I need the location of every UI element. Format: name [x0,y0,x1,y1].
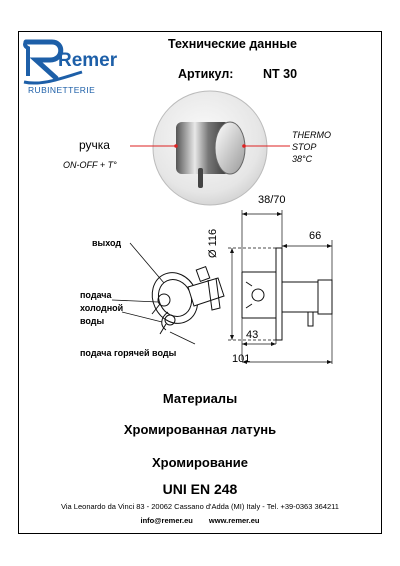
article-value: NT 30 [263,67,298,81]
contacts [0,516,400,525]
dimension-43: 43 [246,329,259,341]
company-address: Via Leonardo da Vinci 83 - 20062 Cassano d'Adda (MI) Italy - Tel. +39-0363 364211 [61,502,339,511]
standard: UNI EN 248 [162,481,238,497]
dimension-101: 101 [232,353,251,365]
outlet-label: выход [92,238,122,248]
cold-water-line: холодной [80,303,124,313]
body-material: Хромированная латунь [123,422,277,437]
cold-water-line: подача [80,290,112,300]
dimension-66: 66 [309,230,322,242]
thermo-line: THERMO [292,130,331,140]
handle-label: ручка [79,138,110,152]
cold-water-line: воды [80,316,105,326]
dimension-38-70: 38/70 [258,194,286,206]
thermo-line: 38°C [292,154,313,164]
brand-name: Remer [58,50,117,71]
brand-tagline: RUBINETTERIE [28,85,96,95]
handle-sublabel: ON-OFF + T° [63,160,117,170]
materials-heading: Материалы [162,391,238,406]
article-label: Артикул: [178,67,234,81]
thermo-line: STOP [292,142,317,152]
email-link[interactable]: info@remer.eu [140,516,193,525]
page-title: Технические данные [168,37,297,51]
hot-water-label: подача горячей воды [80,348,177,358]
dimension-diameter-116: Ø 116 [207,228,219,258]
finish: Хромирование [152,455,248,470]
website-link[interactable]: www.remer.eu [208,516,260,525]
